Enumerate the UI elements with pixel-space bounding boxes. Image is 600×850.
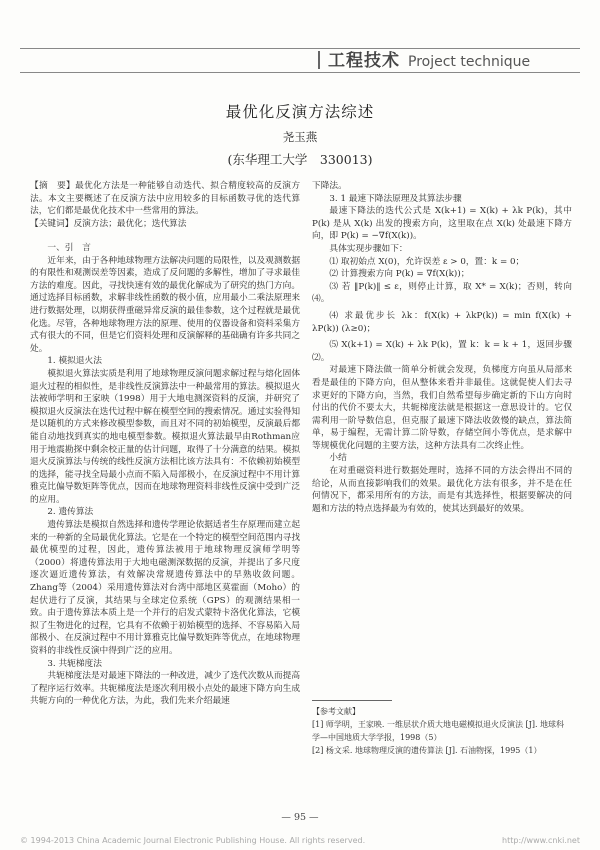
- paragraph: 模拟退火算法实质是利用了地球物理反演问题求解过程与熔化固体退火过程的相似性，是非线性反演算法中一种最常用的算法。模拟退火法被师学明和王家映（1998）用于大地电测深资料的反演，并研究了模拟退火反演法在迭代过程中解在模型空间的搜索情况。通过实验得知是以随机的方式来修改模型参数，而且对不同的初始模型，反演最后都能自动地找到真实的地电模型参数。模拟退火算法最早由Rothman应用于地震勘探中剩余校正量的估计问题，取得了十分满意的结果。模拟退火反演算法与传统的线性反演方法相比该方法具有：不依赖初始模型的选择，能寻找全局最小点而不陷入局部极小，在反演过程中不用计算雅克比偏导数矩阵等优点，因而在地球物理资料非线性反演中受到广泛的应用。: [30, 368, 300, 505]
- subsection-heading: 3. 1 最速下降法原理及其算法步骤: [329, 193, 462, 204]
- reference-item: [1] 师学明，王家映. 一维层状介质大地电磁模拟退火反演法 [J]. 地球科学—中国地质大学学报，1998（5）: [312, 720, 565, 742]
- abstract-text: 最优化方法是一种能够自动迭代、拟合精度较高的反演方法。本文主要概述了在反演方法中应用较多的目标函数寻优的迭代算法，它们都是最优化技术中一些常用的算法。: [30, 181, 301, 217]
- steps-title: 具体实现步骤如下：: [329, 243, 408, 254]
- paragraph: 近年来，由于各种地球物理方法解决问题的局限性，以及观测数据的有限性和观测误差等因素，造成了反问题的多解性，增加了寻求最佳方法的难度。因此，寻找快速有效的最优化解成为了研究的热门方向。通过选择目标函数，求解非线性函数的极小值，应用最小二乘法原理来进行数据处理，以期获得重磁异常反演的最佳参数，这个过程就是最优化选。尽管，各种地球物理方法的原理、使用的仪器设备和资料采集方式有很大的不同，但是它们资料处理和反演解释的基础确有许多共同之处。: [30, 255, 300, 354]
- paragraph: 共轭梯度法是对最速下降法的一种改进，减少了迭代次数从而提高了程序运行效率。共轭梯度法是逐次利用极小点处的最速下降方向生成共轭方向的一种优化方法，为此，我们先来介绍最速: [30, 671, 300, 707]
- keywords-text: 反演方法；最优化；迭代算法: [73, 218, 187, 229]
- abstract-block: [30, 180, 300, 230]
- references-rule: [312, 700, 392, 701]
- section-intro-heading: 一、引 言: [47, 243, 91, 253]
- paragraph: 在对重磁资料进行数据处理时，选择不同的方法会得出不同的给论，从而直接影响我们的效果。最优化方法有很多，并不是在任何情况下，都采用所有的方法，而是有其选择性，根据要解决的问题和方法的特点选择最为有效的，使其达到最好的效果。: [312, 466, 572, 514]
- subsection-heading: 1. 模拟退火法: [47, 356, 102, 367]
- paragraph: 对最速下降法做一简单分析就会发现，负梯度方向虽从局部来看是最佳的下降方向，但从整体来看并非最佳。这就促使人们去寻求更好的下降方向，当然，我们自然希望每步确定新的下山方向时付出的代价不要太大，共轭梯度法就是根据这一意思设计的。它仅需利用一阶导数信息，但克服了最速下降法收敛慢的缺点，算法简单，易于编程，无需计算二阶导数，存储空间小等优点，是求解中等规模优化问题的主要方法，这种方法具有二次终止性。: [312, 365, 572, 451]
- copyright-footer: [20, 836, 580, 845]
- abstract-label: 【摘 要】: [30, 181, 76, 191]
- paper-title: 最优化反演方法综述: [225, 103, 375, 121]
- header-en: Project technique: [408, 54, 531, 70]
- paper-affiliation: (东华理工大学 330013): [227, 152, 373, 167]
- page-number: — 95 —: [281, 812, 319, 823]
- algorithm-step: ⑴ 取初始点 X(0)，允许误差 ε > 0，置：k = 0；: [329, 256, 525, 267]
- algorithm-step: ⑸ X(k+1) = X(k) + λk P(k)，置 k：k = k + 1，返回步骤 ⑵。: [312, 340, 572, 363]
- header-bar-icon: [318, 51, 320, 69]
- journal-header: [318, 46, 530, 71]
- algorithm-step: ⑵ 计算搜索方向 P(k) = ∇f(X(k))；: [329, 269, 470, 280]
- subsection-heading: 2. 遗传算法: [47, 507, 94, 518]
- references-title: 【参考文献】: [312, 707, 360, 716]
- paragraph: 遗传算法是模拟自然选择和遗传学理论依据适者生存原理而建立起来的一种新的全局最优化算法。它是在一个特定的模型空间范围内寻找最优模型的过程，因此，遗传算法被用于地球物理反演师学明等（2000）将遗传算法用于大地电磁测深数据的反演，并提出了多尺度逐次逼近遗传算法，有效解决常规遗传算法中的早熟收敛问题。Zhang等（2004）采用遗传算法对台湾中部地区莫霍面（Moho）的起伏进行了反演，其结果与全球定位系统（GPS）的观测结果相一致。由于遗传算法本质上是一个并行的启发式蒙特卡洛优化算法，它模拟了生物进化的过程，它具有不依赖于初始模型的选择、不容易陷入局部极小、在反演过程中不用计算雅克比偏导数矩阵等优点，在地球物理资料的非线性反演中得到广泛的应用。: [30, 520, 300, 656]
- header-cn: 工程技术: [328, 51, 400, 71]
- subsection-heading: 3. 共轭梯度法: [47, 658, 102, 669]
- algorithm-step: ⑶ 若 ‖P(k)‖ ≤ ε，则停止计算，取 X* = X(k)；否则，转向⑷。: [312, 281, 572, 305]
- keywords-label: 【关键词】: [30, 218, 74, 229]
- paragraph-continuation: 下降法。: [312, 181, 347, 191]
- right-column: [312, 180, 572, 515]
- references-block: [312, 705, 572, 757]
- paper-author: 尧玉燕: [282, 130, 318, 144]
- footer-url[interactable]: http://www.cnki.net: [502, 836, 580, 845]
- algorithm-step: ⑷ 求最优步长 λk：f(X(k) + λkP(k)) = min f(X(k) + λP(k)) (λ≥0)；: [312, 310, 572, 334]
- footer-copyright: © 1994-2013 China Academic Journal Electronic Publishing House. All rights reserved.: [20, 836, 366, 845]
- section-summary-heading: 小结: [329, 453, 347, 464]
- reference-item: [2] 杨文采. 地球物理反演的遗传算法 [J]. 石油物探，1995（1）: [312, 746, 542, 755]
- left-column: [30, 236, 300, 708]
- paragraph: 最速下降法的迭代公式是 X(k+1) = X(k) + λk P(k)，其中 P(k) 是从 X(k) 出发的搜索方向，这里取在点 X(k) 处最速下降方向，即 P(k) = −∇f(X(k))。: [312, 206, 572, 242]
- header-rule-bottom: [20, 72, 580, 73]
